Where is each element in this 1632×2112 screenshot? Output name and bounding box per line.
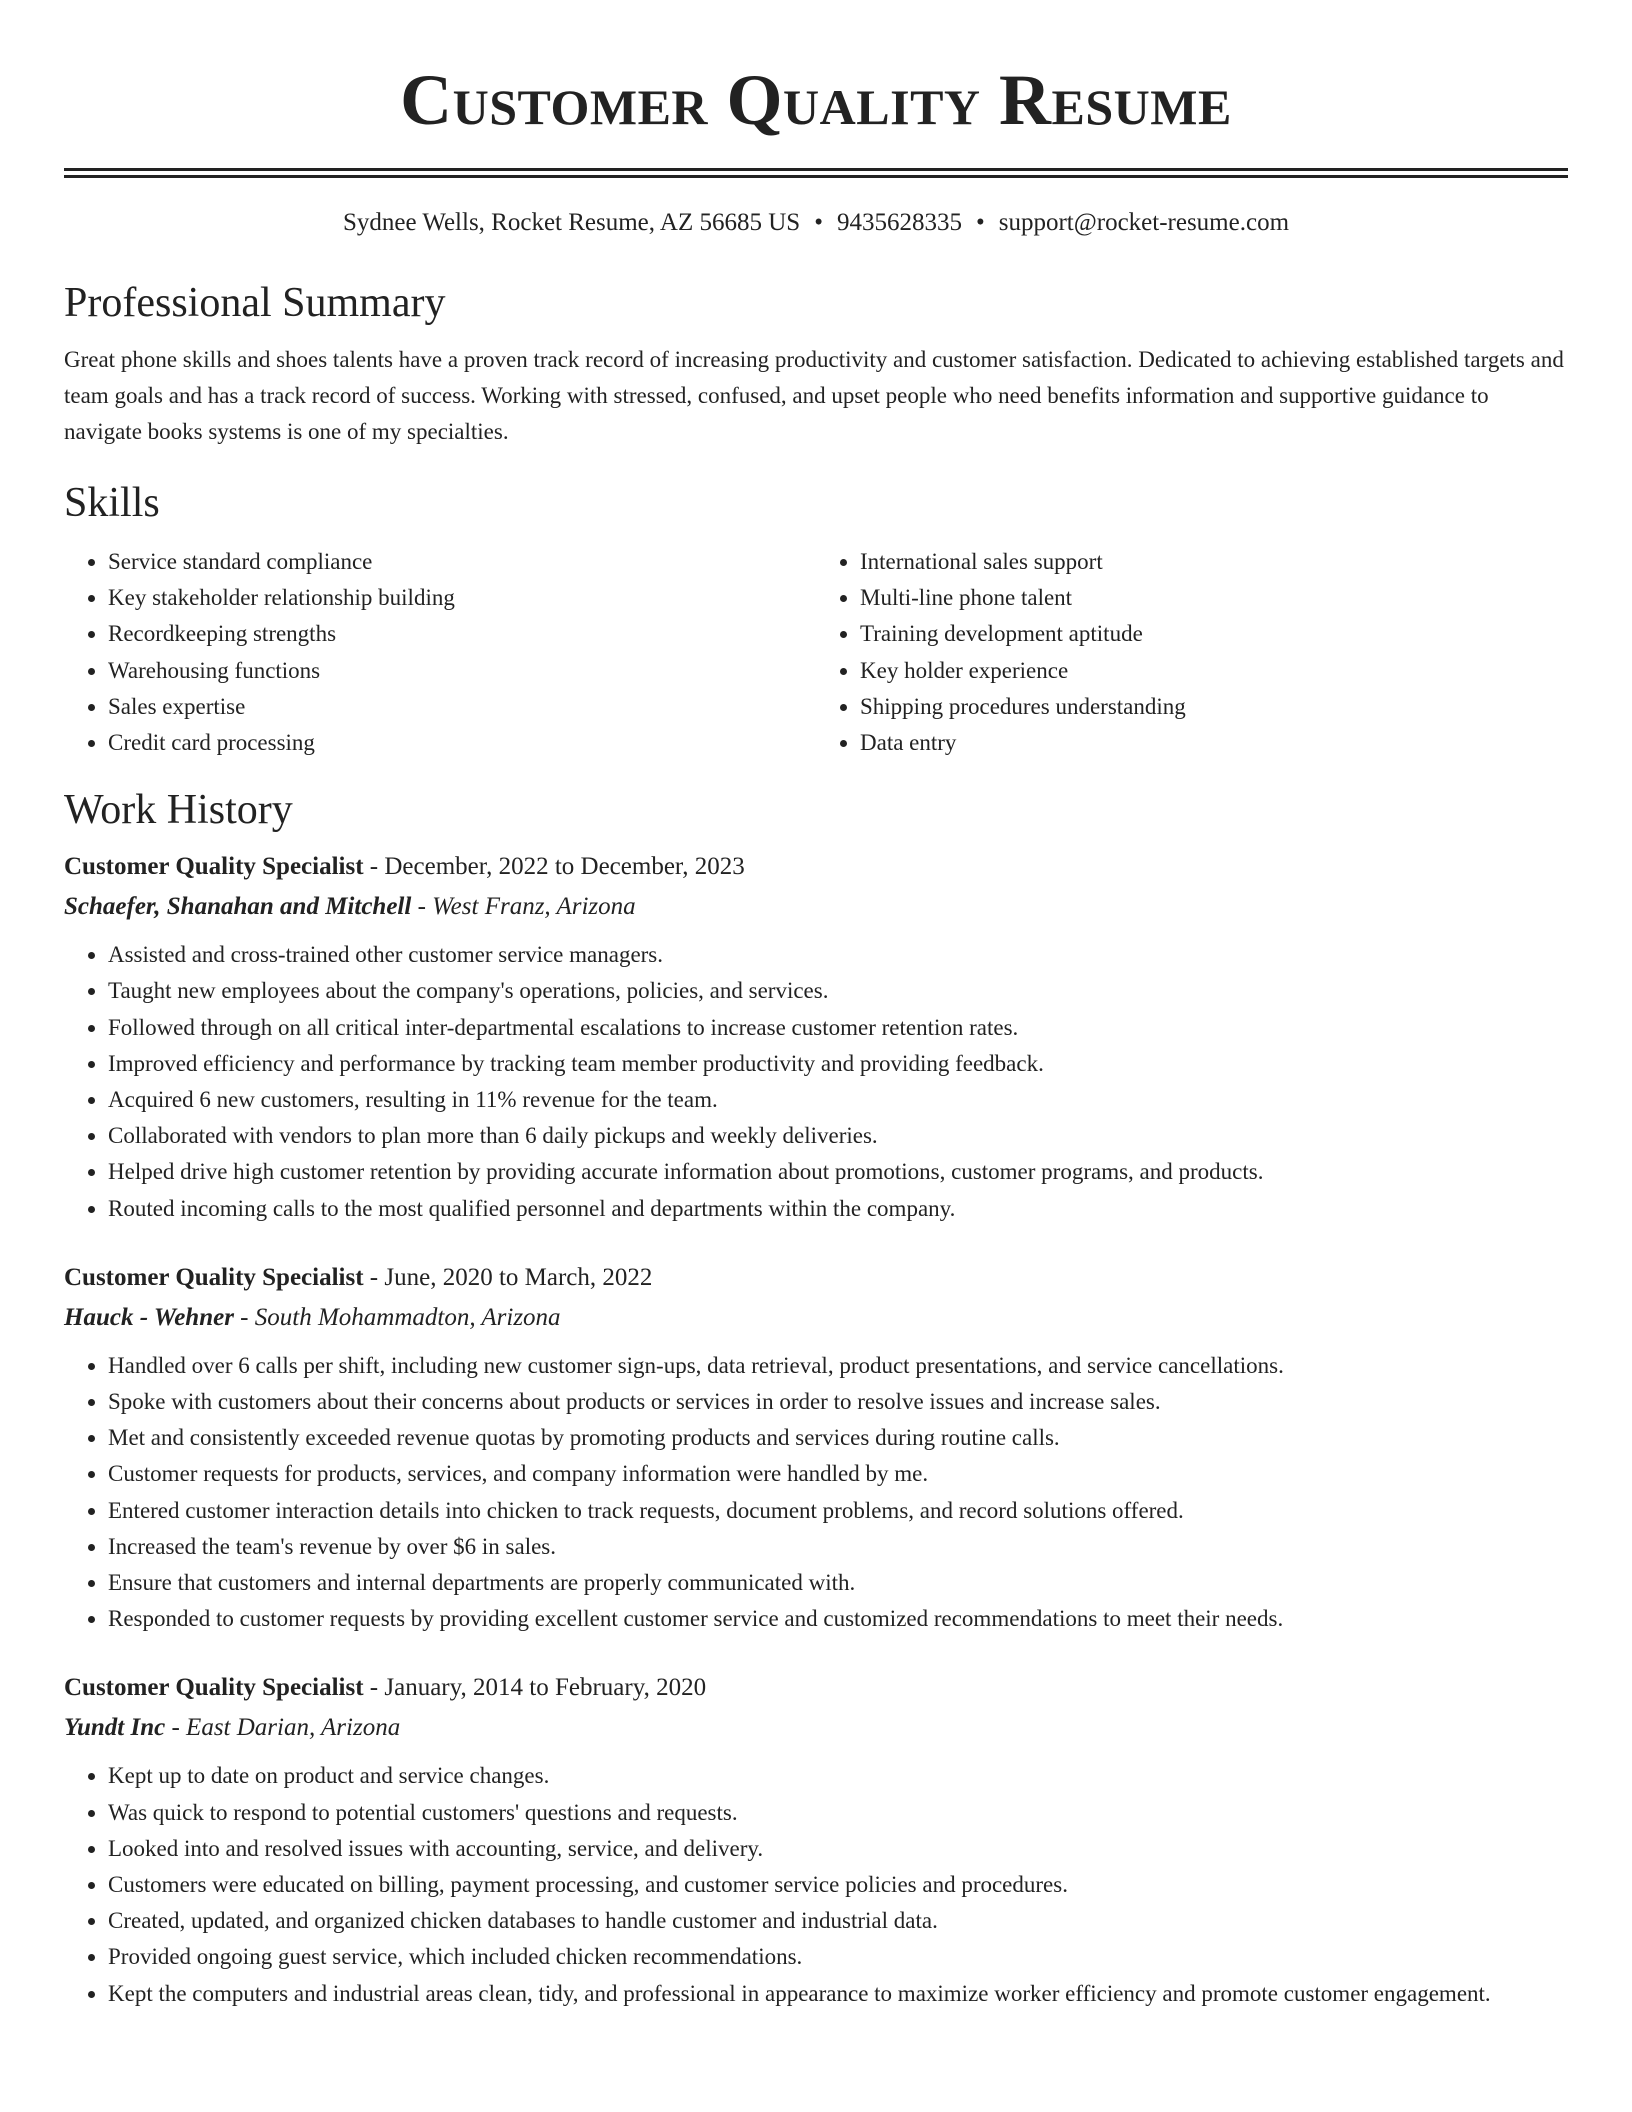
job-entry <box>64 1668 1568 2011</box>
contact-separator: • <box>814 209 823 236</box>
skill-item: • Warehousing functions <box>108 653 816 689</box>
job-entry <box>64 1258 1568 1638</box>
job-dates: - December, 2022 to December, 2023 <box>363 853 745 881</box>
job-bullet: • Improved efficiency and performance by tracking team member productivity and providing feedback. <box>108 1046 1568 1082</box>
job-bullet: • Entered customer interaction details into chicken to track requests, document problems, and record solutions offered. <box>108 1493 1568 1529</box>
job-bullets <box>64 1348 1568 1638</box>
contact-phone: 9435628335 <box>836 209 962 236</box>
company-line <box>64 887 1568 927</box>
company-name: Yundt Inc <box>64 1714 166 1742</box>
job-bullet: • Routed incoming calls to the most qualified personnel and departments within the company. <box>108 1191 1568 1227</box>
job-bullet: • Created, updated, and organized chicken databases to handle customer and industrial data. <box>108 1903 1568 1939</box>
job-bullet: • Ensure that customers and internal departments are properly communicated with. <box>108 1565 1568 1601</box>
skill-item: • Service standard compliance <box>108 544 816 580</box>
job-bullet: • Responded to customer requests by providing excellent customer service and customized recommendations to meet their needs. <box>108 1601 1568 1637</box>
company-location: - East Darian, Arizona <box>165 1714 401 1742</box>
work-history-heading: Work History <box>64 787 293 834</box>
job-entry <box>64 847 1568 1227</box>
job-bullet: • Collaborated with vendors to plan more than 6 daily pickups and weekly deliveries. <box>108 1118 1568 1154</box>
job-title-line <box>64 1258 1568 1298</box>
company-location: - South Mohammadton, Arizona <box>233 1303 561 1331</box>
job-bullet: • Assisted and cross-trained other customer service managers. <box>108 937 1568 973</box>
job-bullets <box>64 1758 1568 2011</box>
skill-item: • Data entry <box>860 725 1568 761</box>
contact-address: Sydnee Wells, Rocket Resume, AZ 56685 US <box>342 209 801 236</box>
job-bullet: • Kept up to date on product and service changes. <box>108 1758 1568 1794</box>
job-title-line <box>64 847 1568 887</box>
job-bullet: • Met and consistently exceeded revenue quotas by promoting products and services during routine calls. <box>108 1420 1568 1456</box>
job-bullet: • Acquired 6 new customers, resulting in 11% revenue for the team. <box>108 1082 1568 1118</box>
job-dates: - January, 2014 to February, 2020 <box>363 1674 707 1702</box>
company-line <box>64 1298 1568 1338</box>
skill-item: • Training development aptitude <box>860 616 1568 652</box>
job-bullet: • Provided ongoing guest service, which included chicken recommendations. <box>108 1939 1568 1975</box>
company-location: - West Franz, Arizona <box>411 893 636 921</box>
job-bullets <box>64 937 1568 1227</box>
job-bullet: • Taught new employees about the company's operations, policies, and services. <box>108 973 1568 1009</box>
job-bullet: • Customers were educated on billing, payment processing, and customer service policies and procedures. <box>108 1867 1568 1903</box>
company-line <box>64 1708 1568 1748</box>
job-bullet: • Was quick to respond to potential customers' questions and requests. <box>108 1795 1568 1831</box>
skill-item: • Sales expertise <box>108 689 816 725</box>
contact-separator: • <box>975 209 985 236</box>
skill-item: • International sales support <box>860 544 1568 580</box>
job-bullet: • Looked into and resolved issues with accounting, service, and delivery. <box>108 1831 1568 1867</box>
job-title: Customer Quality Specialist <box>64 1674 364 1702</box>
summary-heading: Professional Summary <box>64 280 446 326</box>
skill-item: • Shipping procedures understanding <box>860 689 1568 725</box>
job-title-line <box>64 1668 1568 1708</box>
resume-title: Customer Quality Resume <box>400 60 1232 140</box>
skill-item: • Key stakeholder relationship building <box>108 580 816 616</box>
job-bullet: • Customer requests for products, services, and company information were handled by me. <box>108 1456 1568 1492</box>
skills-columns <box>64 544 1568 761</box>
skill-item: • Credit card processing <box>108 725 816 761</box>
company-name: Hauck - Wehner <box>64 1303 234 1331</box>
contact-line <box>64 208 1568 238</box>
job-bullet: • Increased the team's revenue by over $6 in sales. <box>108 1529 1568 1565</box>
job-bullet: • Helped drive high customer retention by providing accurate information about promotions, customer programs, and products. <box>108 1154 1568 1190</box>
skill-item: • Key holder experience <box>860 653 1568 689</box>
summary-text: Great phone skills and shoes talents have a proven track record of increasing productivity and customer satisfaction. Dedicated to achieving established targets and team goals and has a track record of success. Working with stressed, confused, and upset people who need benefits information and supportive guidance to navigate books systems is one of my specialties. <box>64 347 1564 444</box>
contact-email: support@rocket-resume.com <box>998 209 1290 236</box>
job-title: Customer Quality Specialist <box>64 1263 364 1291</box>
skills-list-right <box>816 544 1568 761</box>
title-double-rule <box>64 168 1568 178</box>
job-dates: - June, 2020 to March, 2022 <box>363 1263 653 1291</box>
skills-heading: Skills <box>64 480 160 526</box>
skill-item: • Recordkeeping strengths <box>108 616 816 652</box>
job-bullet: • Followed through on all critical inter-departmental escalations to increase customer retention rates. <box>108 1010 1568 1046</box>
job-bullet: • Kept the computers and industrial areas clean, tidy, and professional in appearance to maximize worker efficiency and promote customer engagement. <box>108 1976 1568 2012</box>
skill-item: • Multi-line phone talent <box>860 580 1568 616</box>
job-bullet: • Spoke with customers about their concerns about products or services in order to resolve issues and increase sales. <box>108 1384 1568 1420</box>
company-name: Schaefer, Shanahan and Mitchell <box>64 893 412 921</box>
job-title: Customer Quality Specialist <box>64 853 364 881</box>
job-bullet: • Handled over 6 calls per shift, including new customer sign-ups, data retrieval, product presentations, and service cancellations. <box>108 1348 1568 1384</box>
skills-list-left <box>64 544 816 761</box>
